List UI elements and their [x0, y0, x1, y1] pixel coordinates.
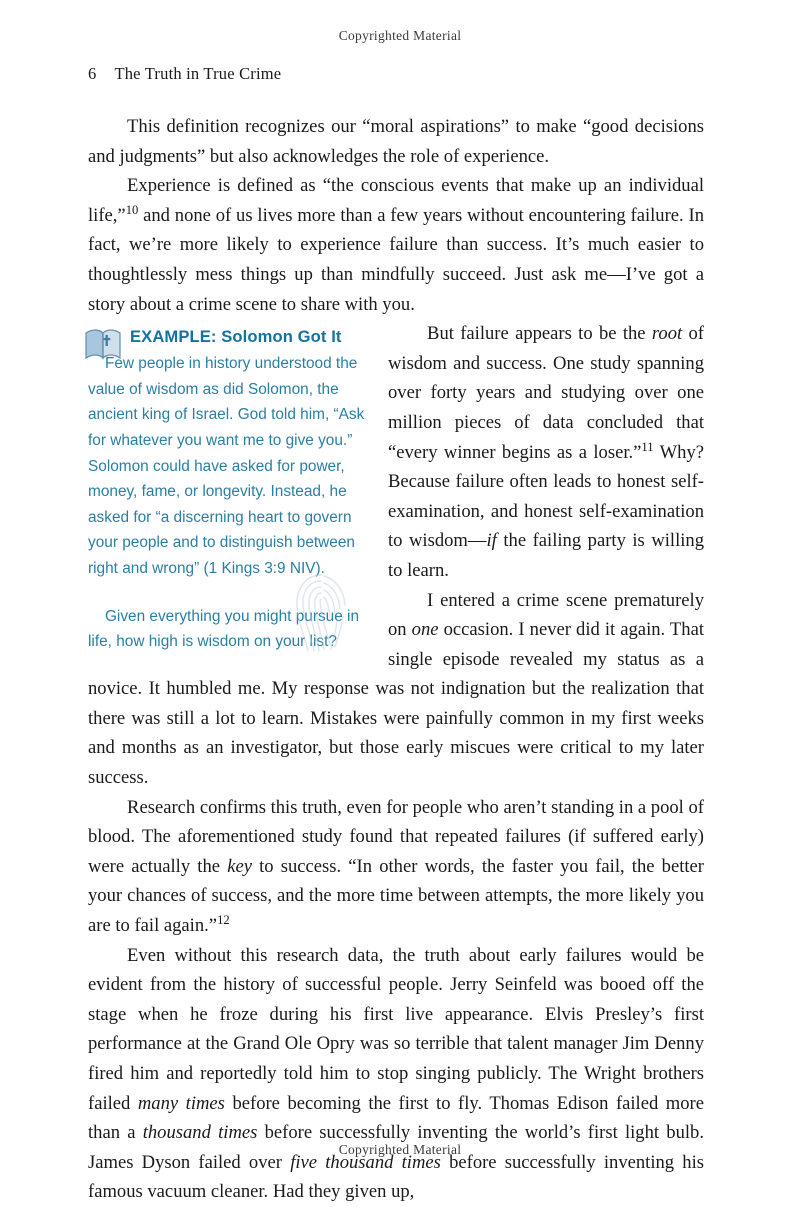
sidebar-heading: EXAMPLE: Solomon Got It: [130, 327, 342, 347]
page-number: 6: [88, 64, 97, 83]
footnote-marker-12: 12: [217, 912, 230, 927]
running-head: [88, 64, 281, 84]
bible-icon: [84, 327, 124, 361]
sidebar-paragraph-2: Given everything you might pursue in life, how high is wisdom on your list?: [88, 607, 360, 651]
paragraph-root-of-wisdom: But failure appears to be the root of wisdom and success. One study spanning over forty years and studying over one million pieces of data concluded that “every winner begins as a loser.”$^{11}$ Why? Because failure often leads to honest self-examination, and honest self-examination to wisdom—if the failing party is willing to learn.: [388, 323, 705, 581]
copyright-watermark-top: Copyrighted Material: [338, 28, 462, 43]
paragraph-experience: Experience is defined as “the conscious events that make up an individual life,”$^{10}$ and none of us lives more than a few years without encountering failure. In fact, we’re more likely to experience failure than success. It’s much easier to thoughtlessly mess things up than mindfully succeed. Just ask me—I’ve got a story about a crime scene to share with you.: [88, 175, 704, 315]
chapter-title: The Truth in True Crime: [114, 64, 282, 83]
paragraph-famous-failures: Even without this research data, the truth about early failures would be evident from the history of successful people. Jerry Seinfeld was booed off the stage when he froze during his first live appearance. Elvis Presley’s first performance at the Grand Ole Opry was so terrible that talent manager Jim Denny fired him and reportedly told him to stop singing publicly. The Wright brothers failed many times before becoming the first to fly. Thomas Edison failed more than a thousand times before successfully inventing the world’s first light bulb. James Dyson failed over five thousand times before successfully inventing his famous vacuum cleaner. Had they given up,: [88, 944, 704, 1203]
footnote-marker-10: 10: [125, 202, 139, 217]
page-content: [88, 112, 704, 1207]
sidebar-paragraph-1: Few people in history understood the value of wisdom as did Solomon, the ancient king of Israel. God told him, “Ask for whatever you want me to give you.” Solomon could have asked for power, money, fame, or longevity. Instead, he asked for “a discerning heart to govern your people and to distinguish between right and wrong” (1 Kings 3:9 NIV).: [88, 355, 365, 577]
footnote-marker-11: 11: [641, 439, 654, 454]
paragraph-definition: This definition recognizes our “moral aspirations” to make “good decisions and judgments” but also acknowledges the role of experience.: [88, 116, 704, 167]
paragraph-research: Research confirms this truth, even for people who aren’t standing in a pool of blood. The aforementioned study found that repeated failures (if suffered early) were actually the key to success. “In other words, the faster you fail, the better your chances of success, and the more time between attempts, the more likely you are to fail again.”$^{12}$: [88, 796, 705, 937]
paragraph-crime-scene: I entered a crime scene prematurely on one occasion. I never did it again. That single episode revealed my status as a novice. It humbled me. My response was not indignation but the realization that there was still a lot to learn. Mistakes were painfully common in my first weeks and months as an investigator, but those early miscues were critical to my later success.: [88, 589, 704, 789]
example-sidebar: [88, 325, 366, 655]
copyright-watermark-bottom: Copyrighted Material: [338, 1142, 462, 1157]
